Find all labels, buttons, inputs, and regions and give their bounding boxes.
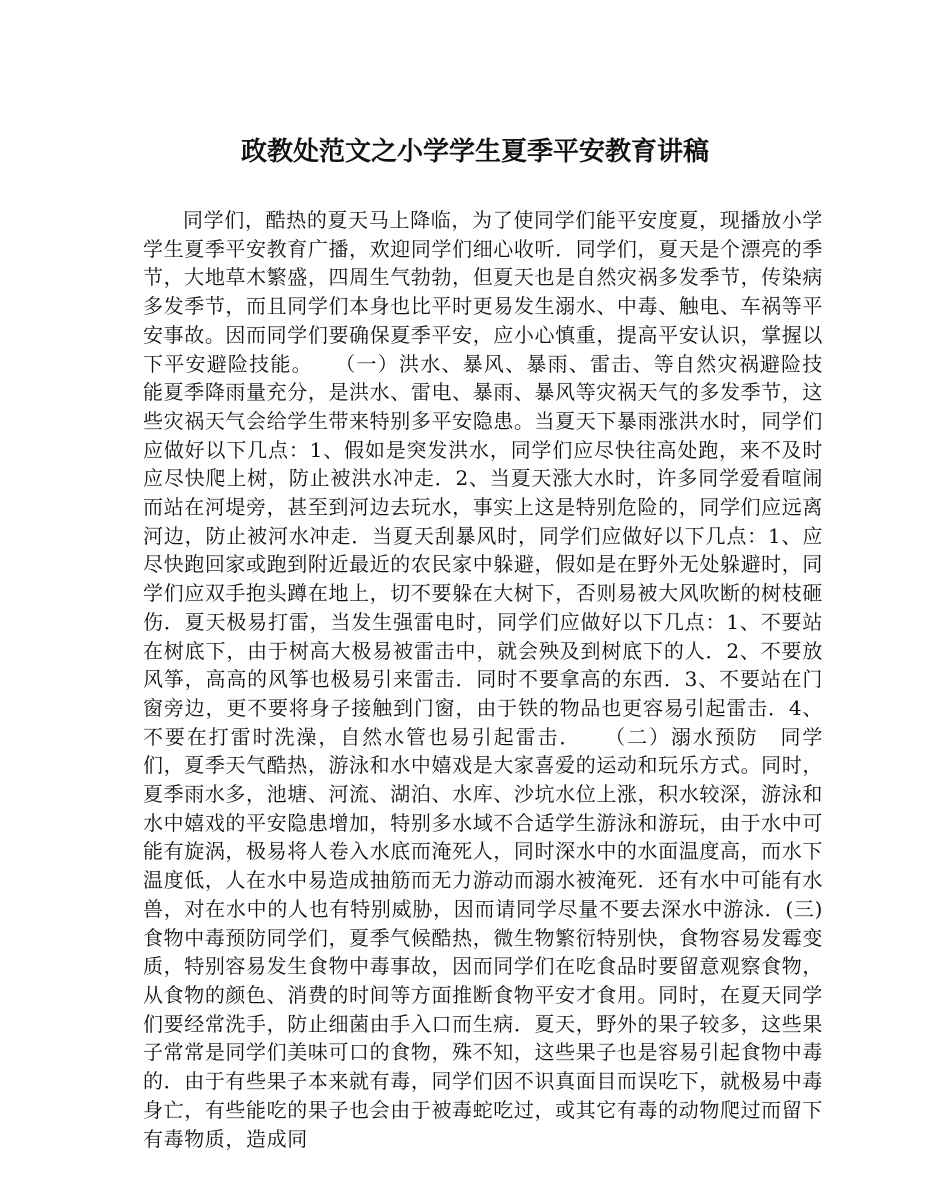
document-body-text: 同学们，酷热的夏天马上降临，为了使同学们能平安度夏，现播放小学学生夏季平安教育广播，欢迎同学们细心收听．同学们，夏天是个漂亮的季节，大地草木繁盛，四周生气勃勃，但夏天也是自然灾祸多发季节，传染病多发季节，而且同学们本身也比平时更易发生溺水、中毒、触电、车祸等平安事故。因而同学们要确保夏季平安，应小心慎重，提高平安认识，掌握以下平安避险技能。 （一）洪水、暴风、暴雨、雷击、等自然灾祸避险技能夏季降雨量充分，是洪水、雷电、暴雨、暴风等灾祸天气的多发季节，这些灾祸天气会给学生带来特别多平安隐患。当夏天下暴雨涨洪水时，同学们应做好以下几点：1、假如是突发洪水，同学们应尽快往高处跑，来不及时应尽快爬上树，防止被洪水冲走．2、当夏天涨大水时，许多同学爱看喧闹而站在河堤旁，甚至到河边去玩水，事实上这是特别危险的，同学们应远离河边，防止被河水冲走．当夏天刮暴风时，同学们应做好以下几点：1、应尽快跑回家或跑到附近最近的农民家中躲避，假如是在野外无处躲避时，同学们应双手抱头蹲在地上，切不要躲在大树下，否则易被大风吹断的树枝砸伤．夏天极易打雷，当发生强雷电时，同学们应做好以下几点：1、不要站在树底下，由于树高大极易被雷击中，就会殃及到树底下的人．2、不要放风筝，高高的风筝也极易引来雷击．同时不要拿高的东西．3、不要站在门窗旁边，更不要将身子接触到门窗，由于铁的物品也更容易引起雷击．4、不要在打雷时洗澡，自然水管也易引起雷击． （二）溺水预防 同学们，夏季天气酷热，游泳和水中嬉戏是大家喜爱的运动和玩乐方式。同时，夏季雨水多，池塘、河流、湖泊、水库、沙坑水位上涨，积水较深，游泳和水中嬉戏的平安隐患增加，特别多水域不合适学生游泳和游玩，由于水中可能有旋涡，极易将人卷入水底而淹死人，同时深水中的水面温度高，而水下温度低，人在水中易造成抽筋而无力游动而溺水被淹死．还有水中可能有水兽，对在水中的人也有特别威胁，因而请同学尽量不要去深水中游泳．(三)食物中毒预防同学们，夏季气候酷热，微生物繁衍特别快，食物容易发霉变质，特别容易发生食物中毒事故，因而同学们在吃食品时要留意观察食物，从食物的颜色、消费的时间等方面推断食物平安才食用。同时，在夏天同学们要经常洗手，防止细菌由手入口而生病．夏天，野外的果子较多，这些果子常常是同学们美味可口的食物，殊不知，这些果子也是容易引起食物中毒的．由于有些果子本来就有毒，同学们因不识真面目而误吃下，就极易中毒身亡，有些能吃的果子也会由于被毒蛇吃过，或其它有毒的动物爬过而留下有毒物质，造成同 bbox=[143, 208, 823, 1151]
document-title: 政教处范文之小学学生夏季平安教育讲稿 bbox=[240, 137, 709, 167]
